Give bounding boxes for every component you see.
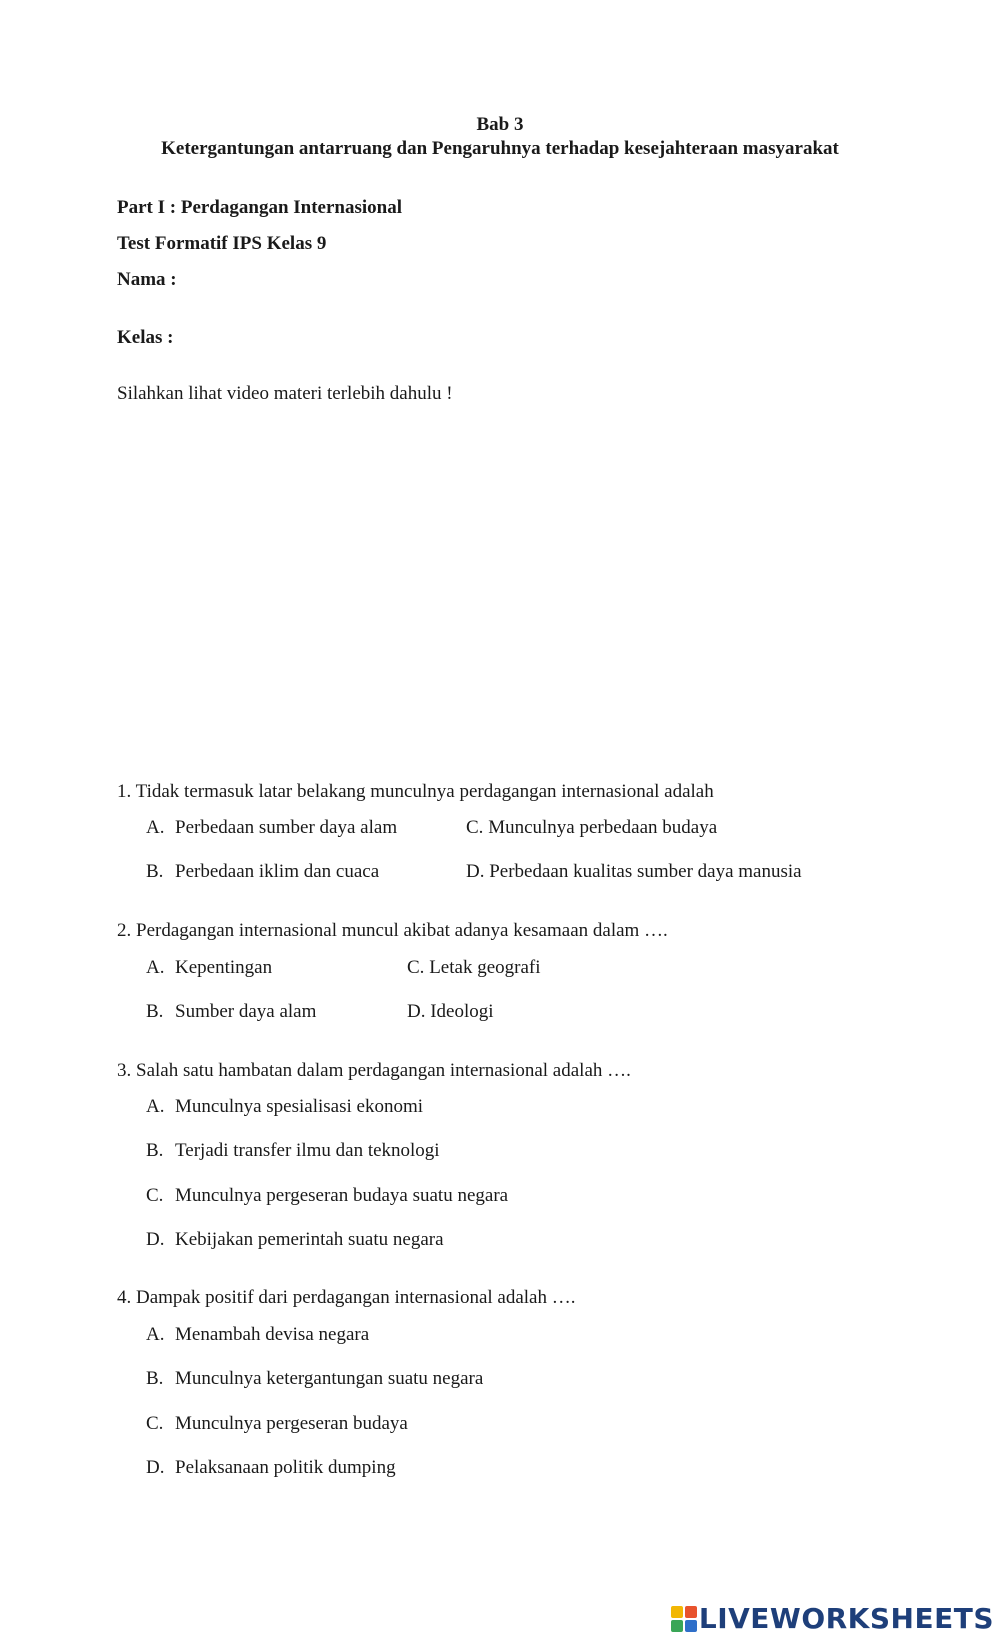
question-1-option-d[interactable] (466, 861, 802, 883)
option-text: Kepentingan (175, 957, 273, 978)
option-text: Letak geografi (429, 957, 541, 978)
option-text: Munculnya pergeseran budaya suatu negara (175, 1185, 509, 1206)
option-letter: B. (146, 1001, 164, 1022)
option-text: Menambah devisa negara (175, 1324, 370, 1345)
option-letter: A. (146, 1096, 165, 1117)
question-2-option-b[interactable] (146, 1001, 316, 1023)
option-text: Perbedaan sumber daya alam (175, 817, 398, 838)
logo-brand-text: LIVEWORKSHEETS (698, 1602, 994, 1635)
logo-square-icon (685, 1606, 697, 1618)
question-4-option-b[interactable] (146, 1368, 483, 1390)
chapter-heading: Bab 3 (476, 114, 524, 135)
option-letter: A. (146, 1324, 165, 1345)
question-3-option-a[interactable] (146, 1096, 423, 1118)
option-letter: D. (146, 1457, 165, 1478)
logo-square-icon (671, 1606, 683, 1618)
option-letter: B. (146, 1140, 164, 1161)
option-text: Kebijakan pemerintah suatu negara (175, 1229, 444, 1250)
option-text: Munculnya perbedaan budaya (488, 817, 718, 838)
question-1-option-c[interactable] (466, 817, 717, 839)
part-heading: Part I : Perdagangan Internasional (117, 197, 402, 218)
question-1-option-b[interactable] (146, 861, 379, 883)
option-letter: D. (407, 1001, 426, 1022)
nama-label: Nama : (117, 269, 177, 290)
option-letter: C. (146, 1413, 164, 1434)
option-letter: D. (146, 1229, 165, 1250)
option-text: Munculnya pergeseran budaya (175, 1413, 408, 1434)
option-text: Terjadi transfer ilmu dan teknologi (175, 1140, 440, 1161)
question-3-text: 3. Salah satu hambatan dalam perdagangan internasional adalah …. (117, 1060, 631, 1081)
logo-square-icon (685, 1620, 697, 1632)
kelas-label: Kelas : (117, 327, 174, 348)
option-text: Pelaksanaan politik dumping (175, 1457, 396, 1478)
question-4-text: 4. Dampak positif dari perdagangan internasional adalah …. (117, 1287, 576, 1308)
question-4-option-c[interactable] (146, 1413, 408, 1435)
option-text: Munculnya spesialisasi ekonomi (175, 1096, 424, 1117)
test-heading: Test Formatif IPS Kelas 9 (117, 233, 327, 254)
option-letter: B. (146, 1368, 164, 1389)
option-letter: C. (407, 957, 425, 978)
logo-square-icon (671, 1620, 683, 1632)
option-letter: A. (146, 957, 165, 978)
liveworksheets-logo (671, 1602, 994, 1635)
question-2-option-a[interactable] (146, 957, 272, 979)
question-4-option-d[interactable] (146, 1457, 396, 1479)
option-text: Ideologi (430, 1001, 494, 1022)
option-letter: D. (466, 861, 485, 882)
option-letter: A. (146, 817, 165, 838)
logo-grid-icon (671, 1606, 697, 1632)
option-letter: B. (146, 861, 164, 882)
question-2-option-d[interactable] (407, 1001, 494, 1023)
option-letter: C. (466, 817, 484, 838)
chapter-title: Ketergantungan antarruang dan Pengaruhnya terhadap kesejahteraan masyarakat (161, 138, 839, 159)
question-1-text: 1. Tidak termasuk latar belakang munculnya perdagangan internasional adalah (117, 781, 714, 802)
option-letter: C. (146, 1185, 164, 1206)
option-text: Perbedaan kualitas sumber daya manusia (489, 861, 802, 882)
option-text: Sumber daya alam (175, 1001, 317, 1022)
question-3-option-d[interactable] (146, 1229, 444, 1251)
question-3-option-b[interactable] (146, 1140, 440, 1162)
question-2-option-c[interactable] (407, 957, 541, 979)
question-2-text: 2. Perdagangan internasional muncul akibat adanya kesamaan dalam …. (117, 920, 668, 941)
question-3-option-c[interactable] (146, 1185, 508, 1207)
question-1-option-a[interactable] (146, 817, 397, 839)
instruction-text: Silahkan lihat video materi terlebih dahulu ! (117, 383, 453, 404)
option-text: Munculnya ketergantungan suatu negara (175, 1368, 484, 1389)
question-4-option-a[interactable] (146, 1324, 369, 1346)
option-text: Perbedaan iklim dan cuaca (175, 861, 380, 882)
